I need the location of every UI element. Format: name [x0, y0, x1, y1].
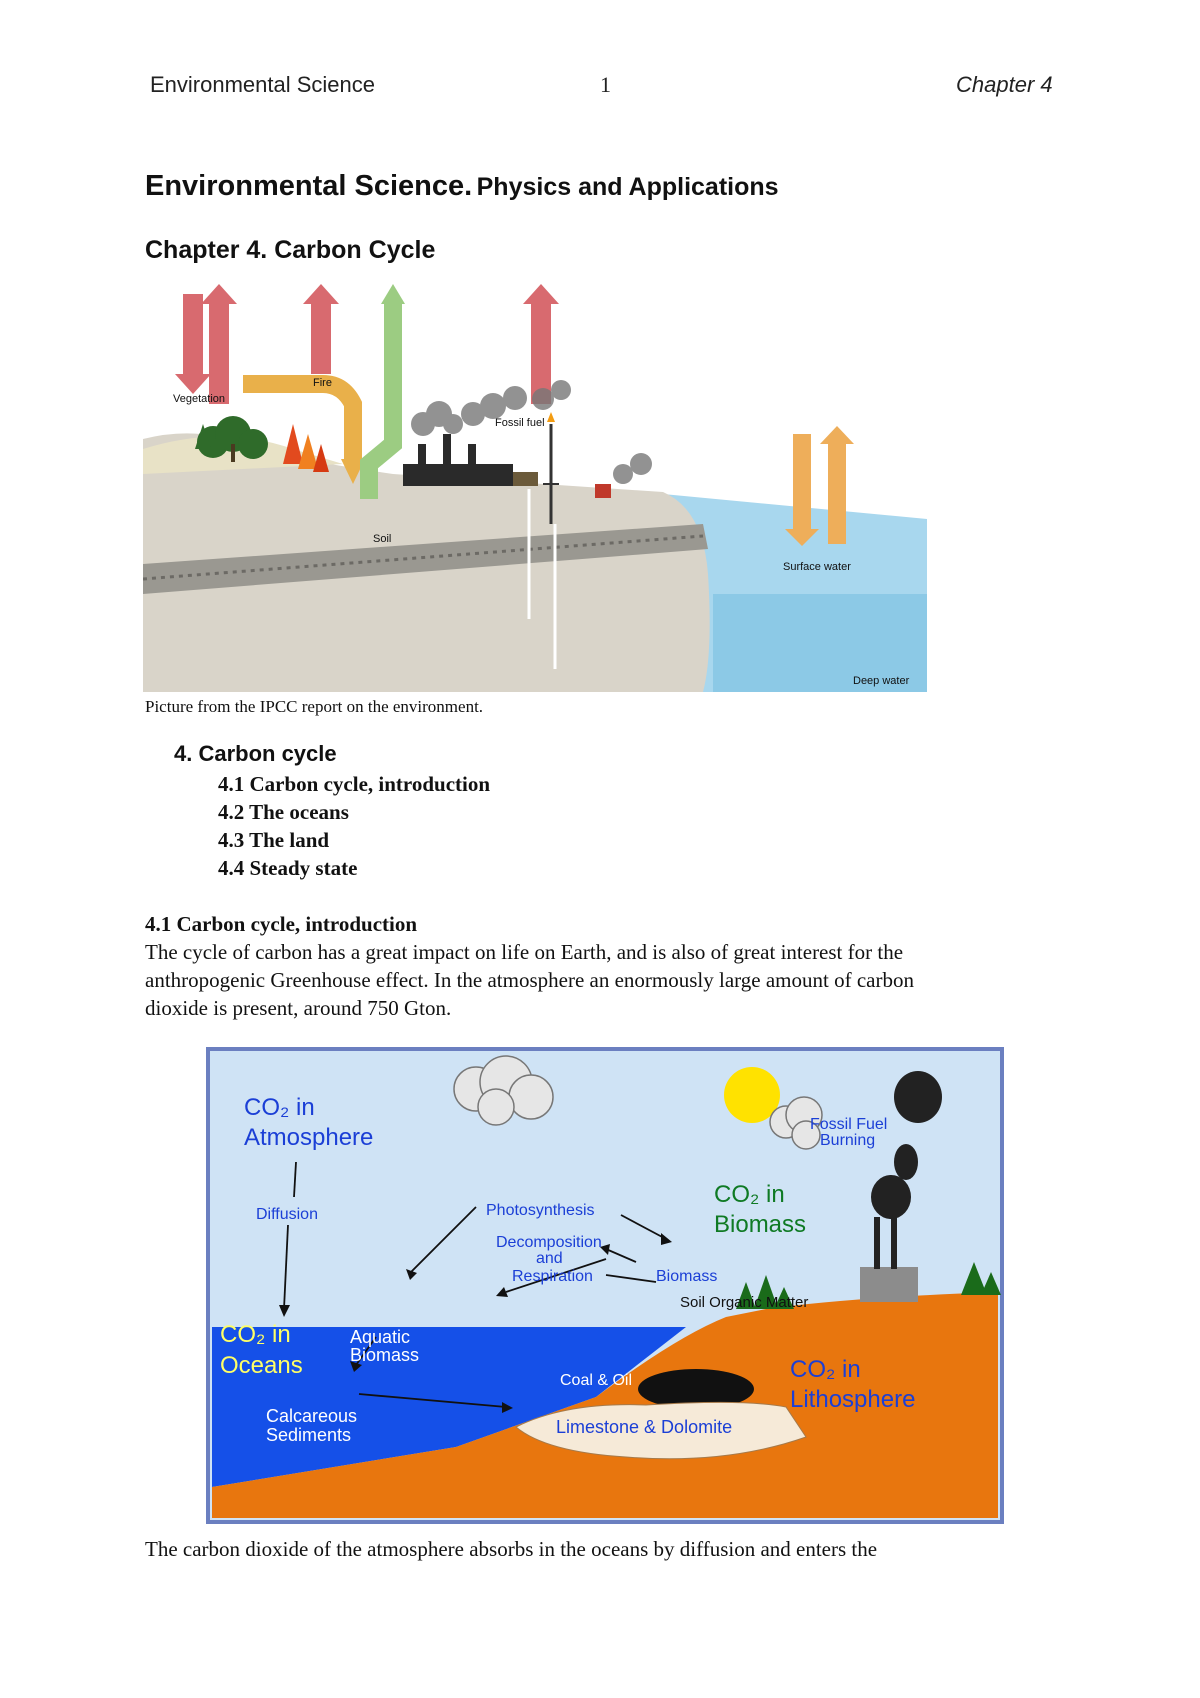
label-photosynthesis: Photosynthesis: [486, 1202, 595, 1219]
section-4-1: [145, 910, 1045, 1022]
label-diffusion: Diffusion: [256, 1206, 318, 1223]
label-fossil-fuel: Fossil fuel: [495, 417, 545, 429]
toc-item: 4.2 The oceans: [218, 800, 349, 824]
label-biomass-title-1: CO₂ in: [714, 1181, 785, 1208]
label-aquatic-2: Biomass: [350, 1345, 420, 1365]
ipcc-carbon-cycle-figure: [143, 274, 927, 692]
toc-item: 4.3 The land: [218, 828, 330, 852]
label-oceans-2: Oceans: [220, 1352, 303, 1379]
section-heading: 4.1 Carbon cycle, introduction: [145, 912, 418, 936]
label-soil-organic: Soil Organic Matter: [680, 1294, 809, 1311]
title-sub: Physics and Applications: [476, 173, 779, 201]
label-lithosphere-1: CO₂ in: [790, 1356, 861, 1383]
label-biomass: Biomass: [656, 1268, 718, 1285]
figure1-caption: Picture from the IPCC report on the environment.: [145, 697, 484, 716]
label-coal-oil: Coal & Oil: [560, 1372, 633, 1389]
toc-heading: 4. Carbon cycle: [174, 741, 337, 766]
label-aquatic-1: Aquatic: [350, 1327, 411, 1347]
toc-item: 4.4 Steady state: [218, 856, 358, 880]
document-title: [145, 170, 779, 203]
label-vegetation: Vegetation: [173, 393, 225, 405]
page-number: 1: [600, 72, 611, 97]
truck-icon: [595, 484, 611, 498]
paragraph-line: dioxide is present, around 750 Gton.: [145, 996, 452, 1020]
label-fossil-fuel-2: Burning: [820, 1132, 876, 1149]
label-lithosphere-2: Lithosphere: [790, 1386, 916, 1413]
chapter-heading: Chapter 4. Carbon Cycle: [145, 236, 436, 264]
label-surface-water: Surface water: [783, 561, 851, 573]
label-biomass-title-2: Biomass: [714, 1211, 807, 1238]
closing-line: The carbon dioxide of the atmosphere absorbs in the oceans by diffusion and enters the: [145, 1537, 878, 1561]
label-deep-water: Deep water: [853, 675, 910, 687]
label-fire: Fire: [313, 377, 332, 389]
label-calcareous-2: Sediments: [266, 1425, 352, 1445]
label-decomposition-3: Respiration: [512, 1268, 593, 1285]
label-fossil-fuel-1: Fossil Fuel: [810, 1116, 888, 1133]
title-main: Environmental Science.: [145, 170, 473, 202]
toc-item: 4.1 Carbon cycle, introduction: [218, 772, 491, 796]
label-decomposition-1: Decomposition: [496, 1234, 602, 1251]
label-atmosphere-2: Atmosphere: [244, 1124, 374, 1151]
co2-reservoirs-diagram: [206, 1047, 1004, 1524]
label-soil: Soil: [373, 533, 392, 545]
paragraph-line: The cycle of carbon has a great impact on life on Earth, and is also of great interest for the: [145, 940, 904, 964]
paragraph-line: anthropogenic Greenhouse effect. In the atmosphere an enormously large amount of carbon: [145, 968, 914, 992]
label-atmosphere-1: CO₂ in: [244, 1094, 315, 1121]
running-header-left: Environmental Science: [150, 72, 376, 97]
label-limestone: Limestone & Dolomite: [556, 1417, 733, 1437]
running-header-right: Chapter 4: [956, 72, 1053, 97]
label-oceans-1: CO₂ in: [220, 1321, 291, 1348]
toc-list: [218, 770, 490, 882]
label-decomposition-2: and: [536, 1250, 563, 1267]
label-calcareous-1: Calcareous: [266, 1406, 358, 1426]
